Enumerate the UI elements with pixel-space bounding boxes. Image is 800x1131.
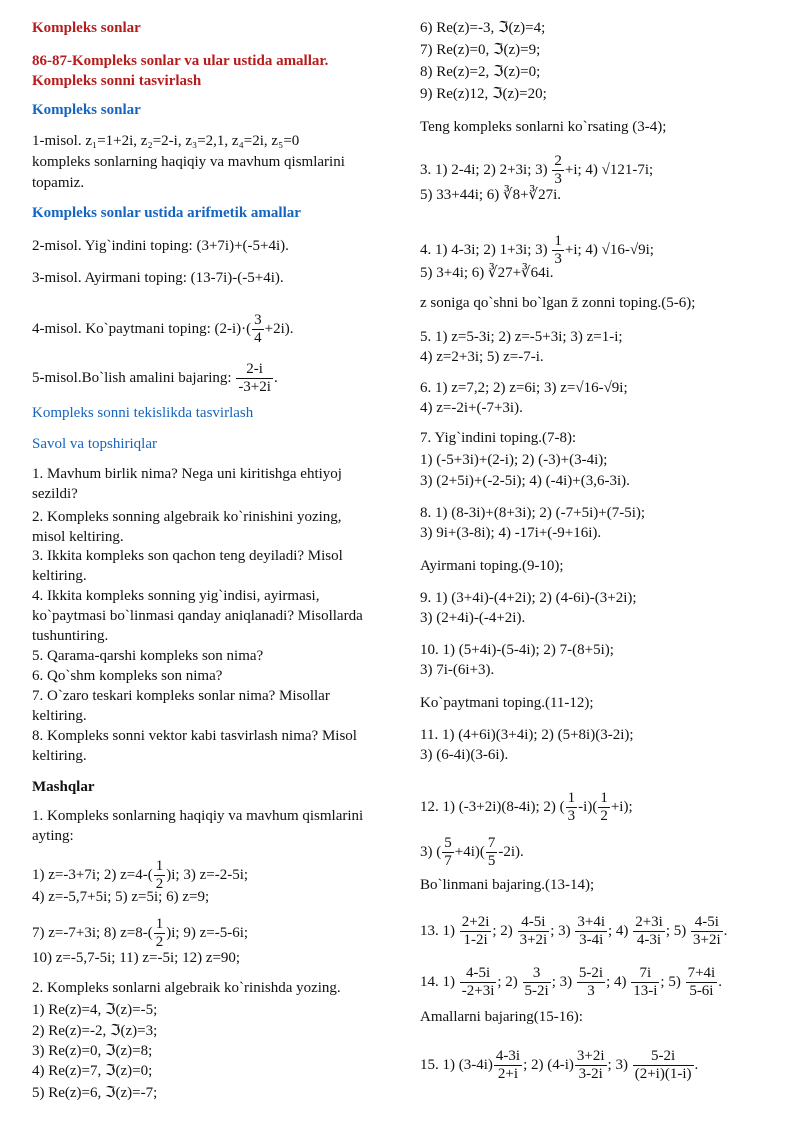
- right-line-17: 8. 1) (8-3i)+(8+3i); 2) (-7+5i)+(7-5i);: [420, 505, 646, 521]
- left-line-28: keltiring.: [32, 748, 87, 764]
- right-line-33: 15. 1) (3-4i) $\frac{4-3i}{2+i}$ ; 2) (4-i) $\frac{3+2i}{3-2i}$ ; 3) $\frac{5-2i}{(2+i)(1-i)}$ .: [420, 1048, 699, 1082]
- left-line-24: 6. Qo`shm kompleks son nima?: [32, 668, 223, 684]
- left-line-10: 4-misol. Ko`paytmani toping: (2-i)·( $\frac{3}{4}$ +2i).: [32, 312, 294, 346]
- right-line-10: 5. 1) z=5-3i; 2) z=-5+3i; 3) z=1-i;: [420, 329, 623, 345]
- right-line-13: 4) z=-2i+(-7+3i).: [420, 400, 523, 416]
- left-line-2: Kompleks sonni tasvirlash: [32, 73, 202, 89]
- right-line-20: 9. 1) (3+4i)-(4+2i); 2) (4-6i)-(3+2i);: [420, 590, 637, 606]
- left-line-9: 3-misol. Ayirmani toping: (13-7i)-(-5+4i).: [32, 270, 284, 286]
- right-line-28: 3) ( $\frac{5}{7}$ +4i)( $\frac{7}{5}$ -2i).: [420, 835, 524, 869]
- right-line-9: z soniga qo`shni bo`lgan z̄ zonni toping.(5-6);: [420, 295, 696, 311]
- right-line-2: 8) Re(z)=2, ℑ(z)=0;: [420, 64, 541, 80]
- left-line-31: ayting:: [32, 828, 74, 844]
- right-line-29: Bo`linmani bajaring.(13-14);: [420, 877, 595, 893]
- left-line-29: Mashqlar: [32, 779, 95, 795]
- left-line-27: 8. Kompleks sonni vektor kabi tasvirlash nima? Misol: [32, 728, 357, 744]
- left-line-40: 4) Re(z)=7, ℑ(z)=0;: [32, 1063, 153, 1079]
- left-line-30: 1. Kompleks sonlarning haqiqiy va mavhum qismlarini: [32, 808, 364, 824]
- right-line-22: 10. 1) (5+4i)-(5-4i); 2) 7-(8+5i);: [420, 642, 614, 658]
- right-line-8: 5) 3+4i; 6) ∛27+∛64i.: [420, 265, 554, 281]
- left-line-36: 2. Kompleks sonlarni algebraik ko`rinishda yozing.: [32, 980, 341, 996]
- right-line-27: 12. 1) (-3+2i)(8-4i); 2) ( $\frac{1}{3}$ -i)( $\frac{1}{2}$ +i);: [420, 790, 633, 824]
- right-line-30: 13. 1) $\frac{2+2i}{1-2i}$ ; 2) $\frac{4-5i}{3+2i}$ ; 3) $\frac{3+4i}{3-4i}$ ; 4) $\frac{2+3i}{4-3i}$ ; 5) $\frac{4-5i}{3+2i}$ .: [420, 914, 728, 948]
- left-line-8: 2-misol. Yig`indini toping: (3+7i)+(-5+4i).: [32, 238, 289, 254]
- right-line-4: Teng kompleks sonlarni ko`rsating (3-4);: [420, 119, 667, 135]
- right-line-3: 9) Re(z)12, ℑ(z)=20;: [420, 86, 547, 102]
- left-line-3: Kompleks sonlar: [32, 102, 141, 118]
- left-line-32: 1) z=-3+7i; 2) z=4-( $\frac{1}{2}$ )i; 3) z=-2-5i;: [32, 858, 249, 892]
- right-line-18: 3) 9i+(3-8i); 4) -17i+(-9+16i).: [420, 525, 602, 541]
- left-line-1: 86-87-Kompleks sonlar va ular ustida amallar.: [32, 53, 329, 69]
- left-line-23: 5. Qarama-qarshi kompleks son nima?: [32, 648, 264, 664]
- left-line-33: 4) z=-5,7+5i; 5) z=5i; 6) z=9;: [32, 889, 210, 905]
- right-line-21: 3) (2+4i)-(-4+2i).: [420, 610, 526, 626]
- left-line-20: 4. Ikkita kompleks sonning yig`indisi, ayirmasi,: [32, 588, 320, 604]
- left-line-5: kompleks sonlarning haqiqiy va mavhum qismlarini: [32, 154, 345, 170]
- left-line-19: keltiring.: [32, 568, 87, 584]
- right-line-23: 3) 7i-(6i+3).: [420, 662, 495, 678]
- left-line-14: 1. Mavhum birlik nima? Nega uni kiritishga ehtiyoj: [32, 466, 342, 482]
- right-line-5: 3. 1) 2-4i; 2) 2+3i; 3) $\frac{2}{3}$ +i; 4) √121-7i;: [420, 153, 654, 187]
- left-line-0: Kompleks sonlar: [32, 20, 141, 36]
- left-line-38: 2) Re(z)=-2, ℑ(z)=3;: [32, 1023, 158, 1039]
- left-line-39: 3) Re(z)=0, ℑ(z)=8;: [32, 1043, 153, 1059]
- left-line-7: Kompleks sonlar ustida arifmetik amallar: [32, 205, 301, 221]
- left-line-17: misol keltiring.: [32, 529, 124, 545]
- left-line-6: topamiz.: [32, 175, 85, 191]
- right-line-19: Ayirmani toping.(9-10);: [420, 558, 564, 574]
- left-line-34: 7) z=-7+3i; 8) z=8-( $\frac{1}{2}$ )i; 9) z=-5-6i;: [32, 916, 249, 950]
- right-line-11: 4) z=2+3i; 5) z=-7-i.: [420, 349, 544, 365]
- left-line-22: tushuntiring.: [32, 628, 109, 644]
- right-line-26: 3) (6-4i)(3-6i).: [420, 747, 509, 763]
- left-line-15: sezildi?: [32, 486, 78, 502]
- left-line-41: 5) Re(z)=6, ℑ(z)=-7;: [32, 1085, 158, 1101]
- right-line-24: Ko`paytmani toping.(11-12);: [420, 695, 594, 711]
- left-line-16: 2. Kompleks sonning algebraik ko`rinishini yozing,: [32, 509, 342, 525]
- right-line-16: 3) (2+5i)+(-2-5i); 4) (-4i)+(3,6-3i).: [420, 473, 630, 489]
- left-line-11: 5-misol.Bo`lish amalini bajaring: $\frac{2-i}{-3+2i}$ .: [32, 361, 278, 395]
- left-line-13: Savol va topshiriqlar: [32, 436, 157, 452]
- right-line-0: 6) Re(z)=-3, ℑ(z)=4;: [420, 20, 546, 36]
- right-line-31: 14. 1) $\frac{4-5i}{-2+3i}$ ; 2) $\frac{3}{5-2i}$ ; 3) $\frac{5-2i}{3}$ ; 4) $\frac{7i}{13-i}$ ; 5) $\frac{7+4i}{5-6i}$ .: [420, 965, 722, 999]
- left-line-12: Kompleks sonni tekislikda tasvirlash: [32, 405, 254, 421]
- left-line-25: 7. O`zaro teskari kompleks sonlar nima? Misollar: [32, 688, 330, 704]
- left-line-37: 1) Re(z)=4, ℑ(z)=-5;: [32, 1002, 158, 1018]
- left-line-18: 3. Ikkita kompleks son qachon teng deyiladi? Misol: [32, 548, 343, 564]
- left-line-26: keltiring.: [32, 708, 87, 724]
- left-line-4: 1-misol. z₁=1+2i, z₂=2-i, z₃=2,1, z₄=2i, z₅=0: [32, 133, 300, 149]
- right-line-15: 1) (-5+3i)+(2-i); 2) (-3)+(3-4i);: [420, 452, 608, 468]
- right-line-14: 7. Yig`indini toping.(7-8):: [420, 430, 577, 446]
- right-line-12: 6. 1) z=7,2; 2) z=6i; 3) z=√16-√9i;: [420, 380, 628, 396]
- right-line-7: 4. 1) 4-3i; 2) 1+3i; 3) $\frac{1}{3}$ +i; 4) √16-√9i;: [420, 233, 654, 267]
- right-line-32: Amallarni bajaring(15-16):: [420, 1009, 583, 1025]
- right-line-25: 11. 1) (4+6i)(3+4i); 2) (5+8i)(3-2i);: [420, 727, 634, 743]
- right-line-6: 5) 33+44i; 6) ∛8+∛27i.: [420, 187, 562, 203]
- left-line-35: 10) z=-5,7-5i; 11) z=-5i; 12) z=90;: [32, 950, 241, 966]
- right-line-1: 7) Re(z)=0, ℑ(z)=9;: [420, 42, 541, 58]
- left-line-21: ko`paytmasi bo`linmasi qanday aniqlanadi? Misollarda: [32, 608, 363, 624]
